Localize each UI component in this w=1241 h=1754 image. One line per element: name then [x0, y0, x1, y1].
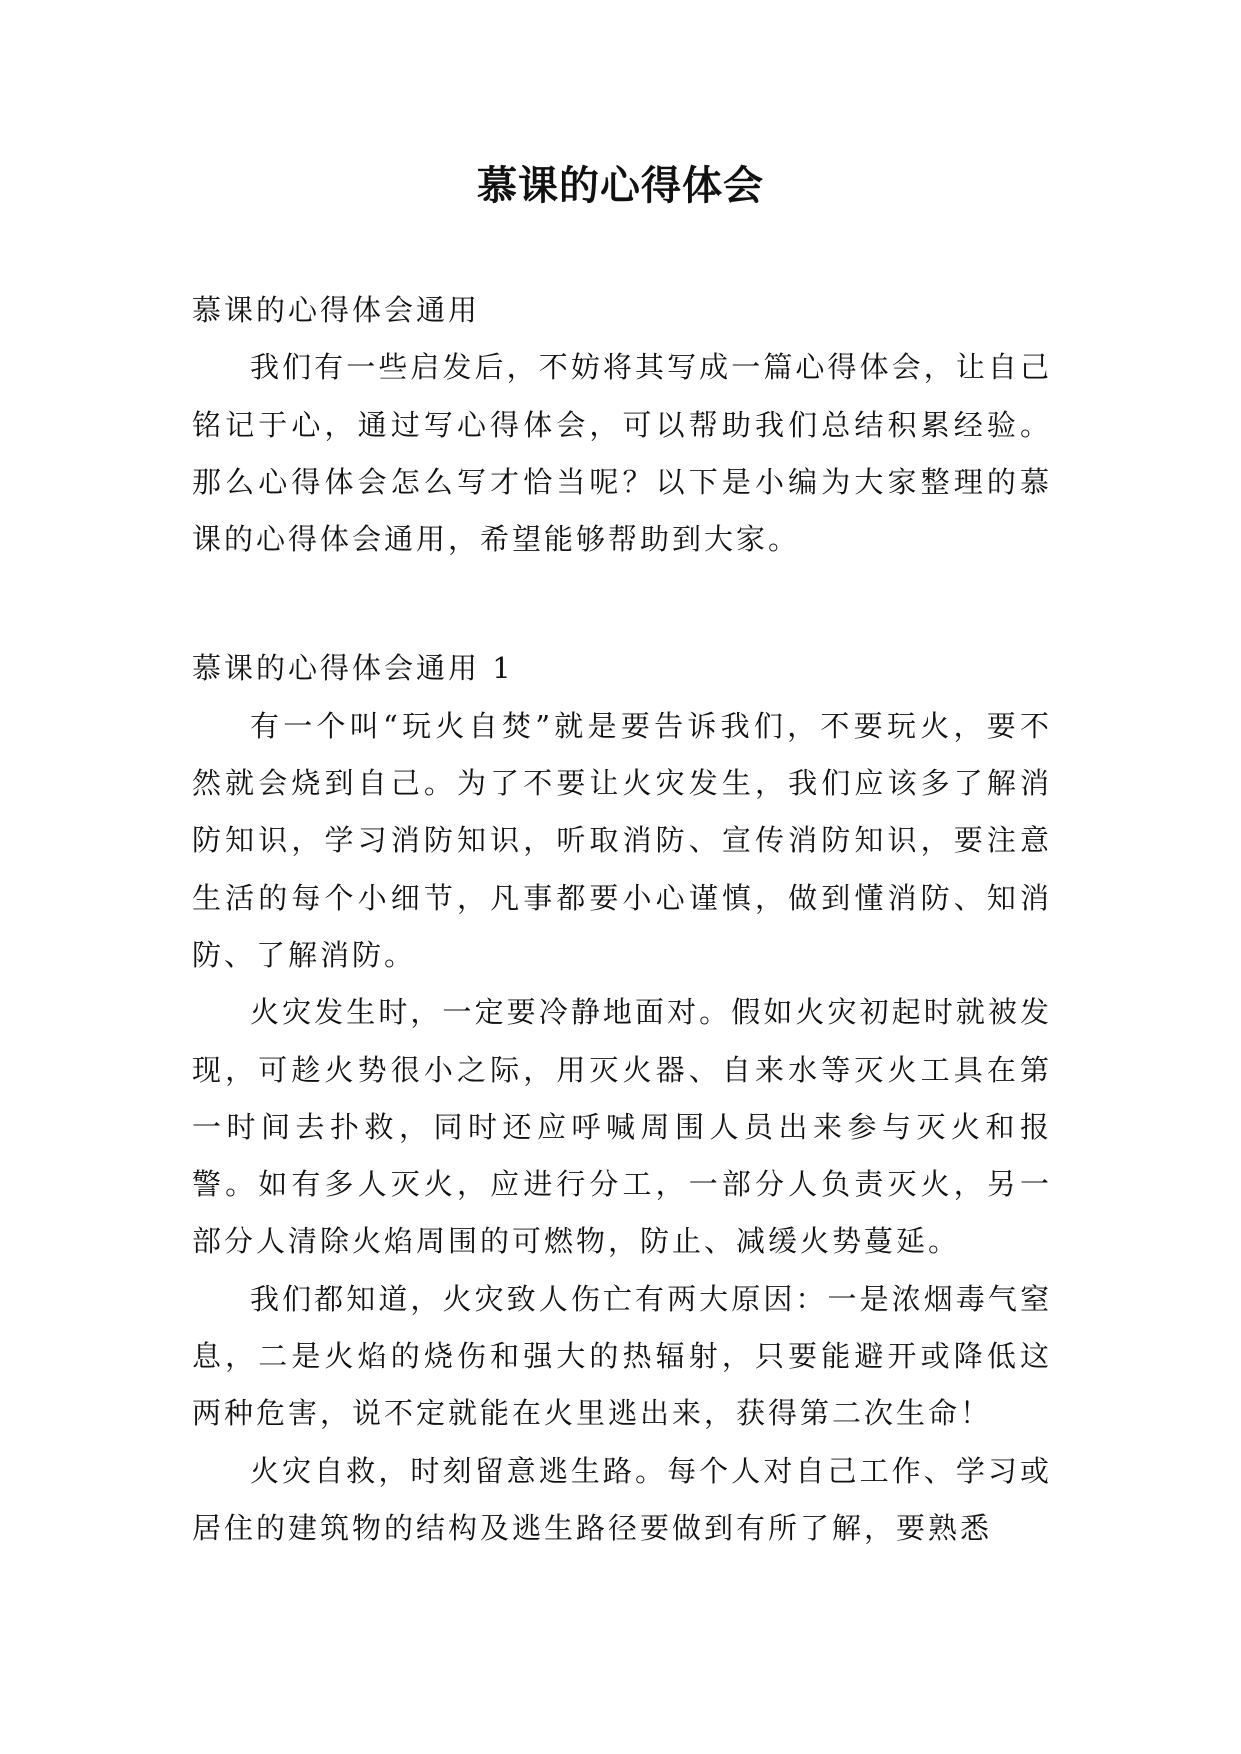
intro-paragraph: 我们有一些启发后，不妨将其写成一篇心得体会，让自己铭记于心，通过写心得体会，可以帮助我们总结积累经验。那么心得体会怎么写才恰当呢？以下是小编为大家整理的慕课的心得体会通用，希望能够帮助到大家。	[192, 350, 1052, 557]
document-title: 慕课的心得体会	[477, 162, 764, 209]
section1-paragraph-3: 我们都知道，火灾致人伤亡有两大原因：一是浓烟毒气窒息，二是火焰的烧伤和强大的热辐射，只要能避开或降低这两种危害，说不定就能在火里逃出来，获得第二次生命！	[192, 1281, 1052, 1431]
intro-heading: 慕课的心得体会通用	[192, 293, 481, 327]
section1-paragraph-1: 有一个叫“玩火自焚”就是要告诉我们，不要玩火，要不然就会烧到自己。为了不要让火灾发生，我们应该多了解消防知识，学习消防知识，听取消防、宣传消防知识，要注意生活的每个小细节，凡事都要小心谨慎，做到懂消防、知消防、了解消防。	[192, 708, 1052, 972]
section1-paragraph-2: 火灾发生时，一定要冷静地面对。假如火灾初起时就被发现，可趁火势很小之际，用灭火器、自来水等灭火工具在第一时间去扑救，同时还应呼喊周围人员出来参与灭火和报警。如有多人灭火，应进行分工，一部分人负责灭火，另一部分人清除火焰周围的可燃物，防止、减缓火势蔓延。	[192, 995, 1052, 1259]
section-spacer	[192, 568, 1052, 640]
section1-heading: 慕课的心得体会通用 1	[192, 651, 514, 686]
section1-paragraph-4: 火灾自救，时刻留意逃生路。每个人对自己工作、学习或居住的建筑物的结构及逃生路径要做到有所了解，要熟悉	[192, 1453, 1052, 1545]
document-body	[192, 282, 1052, 1557]
